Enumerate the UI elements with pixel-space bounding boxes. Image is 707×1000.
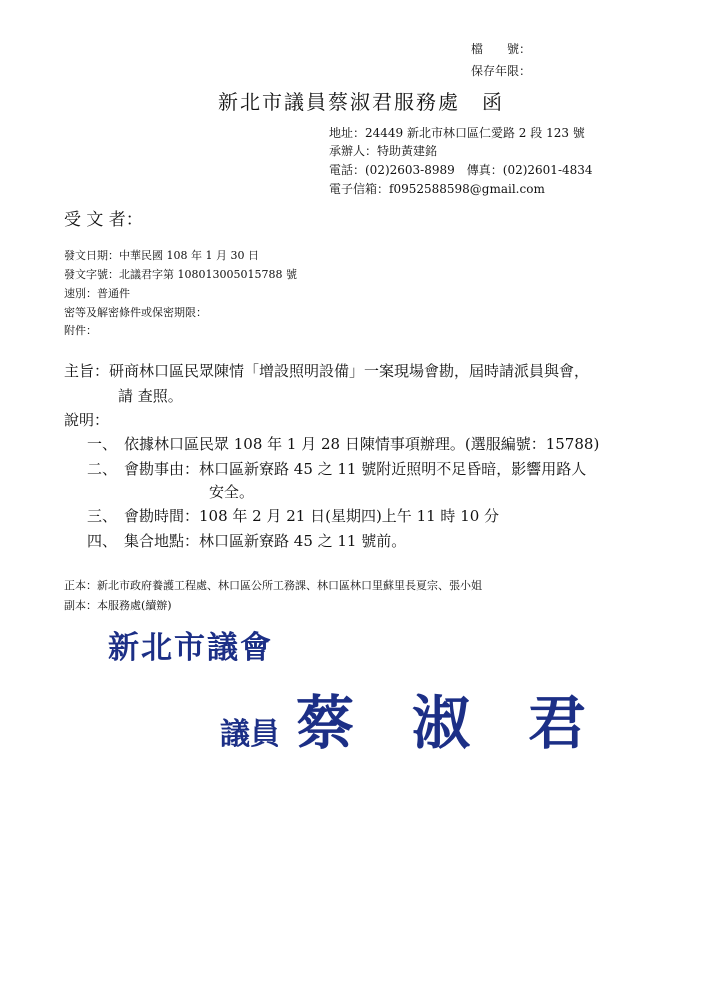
subject-line-2: 請 查照。 — [118, 387, 183, 405]
recipient-label: 受 文 者： — [64, 210, 143, 230]
address: 地址：24449 新北市林口區仁愛路 2 段 123 號 — [329, 126, 585, 140]
item-number: 二、 — [87, 460, 118, 478]
explanation-label: 說明： — [64, 411, 110, 429]
retention-period-label: 保存年限： — [471, 64, 532, 78]
file-number-label: 檔 號： — [471, 42, 532, 56]
item-number: 三、 — [87, 507, 118, 525]
item-number: 一、 — [87, 435, 118, 453]
original-recipients: 正本：新北市政府養護工程處、林口區公所工務課、林口區林口里蘇里長夏宗、張小姐 — [64, 579, 482, 592]
attachments: 附件： — [64, 324, 97, 337]
seal-name: 蔡 淑 君 — [296, 689, 587, 757]
item-text: 依據林口區民眾 108 年 1 月 28 日陳情事項辦理。(選服編號：15788) — [124, 435, 600, 453]
document-title: 新北市議員蔡淑君服務處 函 — [218, 90, 504, 114]
document-number: 發文字號：北議君字第 108013005015788 號 — [64, 268, 297, 281]
item-text-continued: 安全。 — [209, 483, 255, 501]
handler: 承辦人：特助黃建銘 — [329, 144, 438, 158]
phone-fax: 電話：(02)2603-8989 傳真：(02)2601-4834 — [329, 163, 593, 177]
copy-recipients: 副本：本服務處(續辦) — [64, 599, 172, 612]
seal-title: 議員 — [220, 717, 280, 752]
email: 電子信箱：f0952588598@gmail.com — [329, 182, 545, 196]
issue-date: 發文日期：中華民國 108 年 1 月 30 日 — [64, 249, 259, 262]
subject-line-1: 主旨：研商林口區民眾陳情「增設照明設備」一案現場會勘，屆時請派員與會， — [64, 362, 590, 380]
item-text: 集合地點：林口區新寮路 45 之 11 號前。 — [124, 532, 407, 550]
item-number: 四、 — [87, 532, 118, 550]
priority: 速別：普通件 — [64, 287, 130, 300]
seal-council: 新北市議會 — [108, 630, 273, 666]
item-text: 會勘時間：108 年 2 月 21 日(星期四)上午 11 時 10 分 — [124, 507, 500, 525]
item-text: 會勘事由：林口區新寮路 45 之 11 號附近照明不足昏暗，影響用路人 — [124, 460, 587, 478]
secrecy: 密等及解密條件或保密期限： — [64, 306, 207, 319]
